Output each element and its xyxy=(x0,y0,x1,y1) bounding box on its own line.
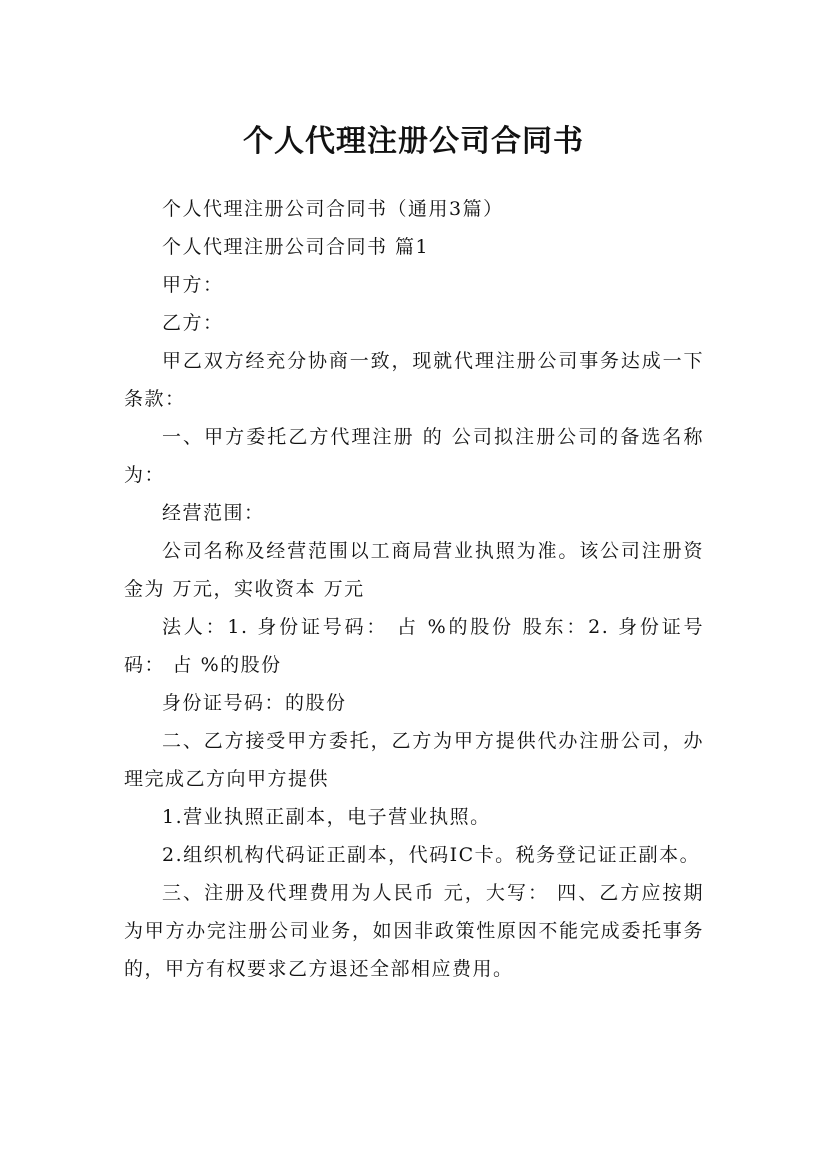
paragraph-clause-3-4: 三、注册及代理费用为人民币 元，大写： 四、乙方应按期为甲方办完注册公司业务，如因非政策性原因不能完成委托事务的，甲方有权要求乙方退还全部相应费用。 xyxy=(124,882,704,980)
document-body xyxy=(124,190,704,988)
paragraph-clause-2: 二、乙方接受甲方委托，乙方为甲方提供代办注册公司，办理完成乙方向甲方提供 xyxy=(124,730,704,790)
paragraph-item-1: 1.营业执照正副本，电子营业执照。 xyxy=(162,806,491,828)
paragraph-item-2: 2.组织机构代码证正副本，代码IC卡。税务登记证正副本。 xyxy=(162,844,701,866)
document-title: 个人代理注册公司合同书 xyxy=(243,124,584,160)
paragraph-clause-1: 一、甲方委托乙方代理注册 的 公司拟注册公司的备选名称为： xyxy=(124,426,704,486)
paragraph-business-scope: 经营范围： xyxy=(162,502,265,524)
paragraph-id-number: 身份证号码：的股份 xyxy=(162,692,347,714)
paragraph-agreement-intro: 甲乙双方经充分协商一致，现就代理注册公司事务达成一下条款： xyxy=(124,350,704,410)
paragraph-legal-person: 法人：1. 身份证号码： 占 %的股份 股东：2. 身份证号码： 占 %的股份 xyxy=(124,616,704,676)
paragraph-party-a: 甲方： xyxy=(162,274,224,296)
paragraph-capital: 公司名称及经营范围以工商局营业执照为准。该公司注册资金为 万元，实收资本 万元 xyxy=(124,540,704,600)
paragraph-section-heading: 个人代理注册公司合同书 篇1 xyxy=(162,236,430,258)
paragraph-party-b: 乙方： xyxy=(162,312,224,334)
paragraph-subtitle: 个人代理注册公司合同书（通用3篇） xyxy=(162,198,504,220)
